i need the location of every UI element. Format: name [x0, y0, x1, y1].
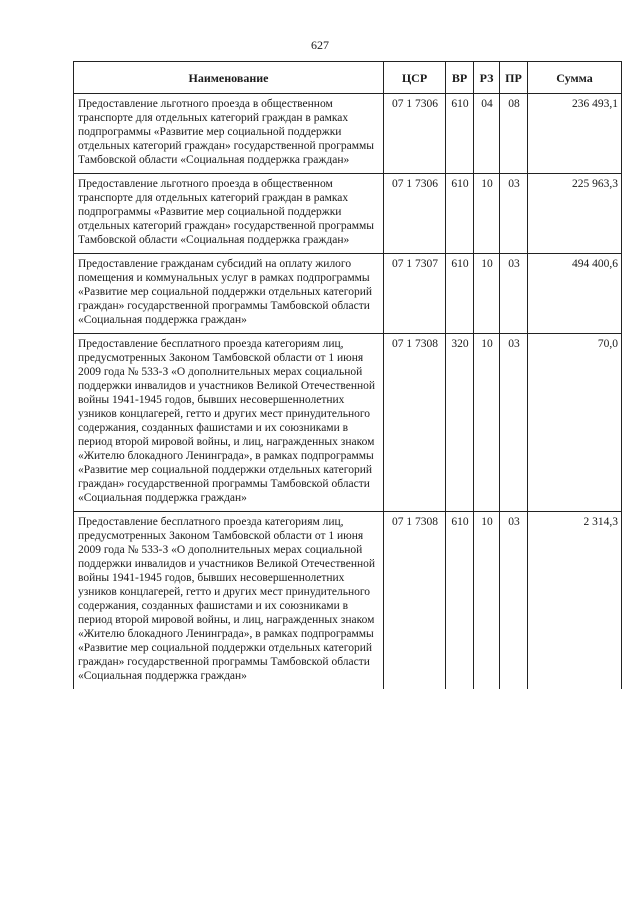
row-sum: 225 963,3 [528, 174, 622, 254]
row-name: Предоставление льготного проезда в общественном транспорте для отдельных категорий граждан в рамках подпрограммы «Развитие мер социальной поддержки отдельных категорий граждан» государственной программы Тамбовской области «Социальная поддержка граждан» [74, 94, 384, 174]
table-row [74, 334, 622, 512]
row-name: Предоставление гражданам субсидий на оплату жилого помещения и коммунальных услуг в рамках подпрограммы «Развитие мер социальной поддержки отдельных категорий граждан» государственной программы Тамбовской области «Социальная поддержка граждан» [74, 254, 384, 334]
header-vr: ВР [446, 62, 474, 94]
row-sum: 494 400,6 [528, 254, 622, 334]
row-csr: 07 1 7306 [384, 174, 446, 254]
row-rz: 10 [474, 334, 500, 512]
row-name: Предоставление бесплатного проезда категориям лиц, предусмотренных Законом Тамбовской области от 1 июня 2009 года № 533-З «О дополнительных мерах социальной поддержки инвалидов и участников Великой Отечественной войны 1941-1945 годов, бывших несовершеннолетних узников концлагерей, гетто и других мест принудительного содержания, созданных фашистами и их союзниками в период второй мировой войны, и лиц, награжденных знаком «Жителю блокадного Ленинграда», в рамках подпрограммы «Развитие мер социальной поддержки отдельных категорий граждан» государственной программы Тамбовской области «Социальная поддержка граждан» [74, 512, 384, 690]
header-name: Наименование [74, 62, 384, 94]
row-pr: 03 [500, 334, 528, 512]
row-name: Предоставление льготного проезда в общественном транспорте для отдельных категорий граждан в рамках подпрограммы «Развитие мер социальной поддержки отдельных категорий граждан» государственной программы Тамбовской области «Социальная поддержка граждан» [74, 174, 384, 254]
page-number: 627 [311, 38, 329, 52]
row-csr: 07 1 7306 [384, 94, 446, 174]
header-csr: ЦСР [384, 62, 446, 94]
table-header-row [74, 62, 622, 94]
row-vr: 610 [446, 254, 474, 334]
row-rz: 10 [474, 512, 500, 690]
row-sum: 236 493,1 [528, 94, 622, 174]
table-row [74, 94, 622, 174]
budget-table [73, 61, 622, 689]
row-rz: 10 [474, 254, 500, 334]
row-csr: 07 1 7308 [384, 512, 446, 690]
row-vr: 610 [446, 174, 474, 254]
row-vr: 610 [446, 94, 474, 174]
header-rz: РЗ [474, 62, 500, 94]
header-pr: ПР [500, 62, 528, 94]
row-rz: 10 [474, 174, 500, 254]
row-vr: 320 [446, 334, 474, 512]
row-pr: 03 [500, 174, 528, 254]
table-row [74, 254, 622, 334]
row-sum: 70,0 [528, 334, 622, 512]
table-row [74, 512, 622, 690]
row-csr: 07 1 7308 [384, 334, 446, 512]
row-sum: 2 314,3 [528, 512, 622, 690]
row-name: Предоставление бесплатного проезда категориям лиц, предусмотренных Законом Тамбовской области от 1 июня 2009 года № 533-З «О дополнительных мерах социальной поддержки инвалидов и участников Великой Отечественной войны 1941-1945 годов, бывших несовершеннолетних узников концлагерей, гетто и других мест принудительного содержания, созданных фашистами и их союзниками в период второй мировой войны, и лиц, награжденных знаком «Жителю блокадного Ленинграда», в рамках подпрограммы «Развитие мер социальной поддержки отдельных категорий граждан» государственной программы Тамбовской области «Социальная поддержка граждан» [74, 334, 384, 512]
row-pr: 03 [500, 254, 528, 334]
row-vr: 610 [446, 512, 474, 690]
row-pr: 03 [500, 512, 528, 690]
header-sum: Сумма [528, 62, 622, 94]
row-pr: 08 [500, 94, 528, 174]
table-row [74, 174, 622, 254]
row-csr: 07 1 7307 [384, 254, 446, 334]
row-rz: 04 [474, 94, 500, 174]
